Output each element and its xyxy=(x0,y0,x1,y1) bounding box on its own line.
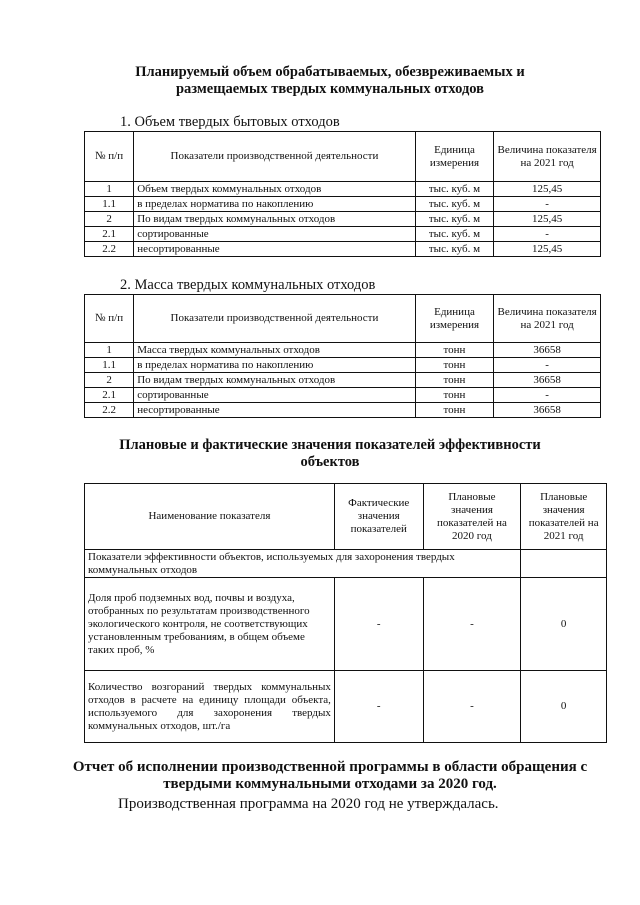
header-actual-values: Фактические значения показателей xyxy=(334,484,423,550)
header-unit: Единица измерения xyxy=(415,295,493,343)
header-unit: Единица измерения xyxy=(415,132,493,182)
header-planned-2021: Плановые значения показателей на 2021 год xyxy=(521,484,607,550)
header-number: № п/п xyxy=(85,295,134,343)
table-row: 2 По видам твердых коммунальных отходов тыс. куб. м 125,45 xyxy=(85,212,601,227)
table-row: 1 Масса твердых коммунальных отходов тонн 36658 xyxy=(85,343,601,358)
header-indicator: Показатели производственной деятельности xyxy=(134,132,416,182)
section1-title: 1. Объем твердых бытовых отходов xyxy=(120,114,340,130)
table-row: 1.1 в пределах норматива по накоплению тонн - xyxy=(85,358,601,373)
table-row: 2.1 сортированные тыс. куб. м - xyxy=(85,227,601,242)
header-number: № п/п xyxy=(85,132,134,182)
table-row: 2.2 несортированные тонн 36658 xyxy=(85,403,601,418)
table-household-waste-volume xyxy=(84,131,601,257)
header-value-2021: Величина показателя на 2021 год xyxy=(494,295,601,343)
header-value-2021: Величина показателя на 2021 год xyxy=(494,132,601,182)
table-row: 2.2 несортированные тыс. куб. м 125,45 xyxy=(85,242,601,257)
heading-report: Отчет об исполнении производственной программы в области обращения с твердыми коммунальными отходами за 2020 год. xyxy=(72,759,588,792)
program-note: Производственная программа на 2020 год не утверждалась. xyxy=(118,796,499,812)
heading-planned-volume: Планируемый объем обрабатываемых, обезвреживаемых и размещаемых твердых коммунальных отходов xyxy=(135,64,525,97)
table-waste-mass xyxy=(84,294,601,418)
table-row: 2.1 сортированные тонн - xyxy=(85,388,601,403)
header-indicator: Показатели производственной деятельности xyxy=(134,295,416,343)
table-row: 2 По видам твердых коммунальных отходов тонн 36658 xyxy=(85,373,601,388)
section2-title: 2. Масса твердых коммунальных отходов xyxy=(120,277,376,293)
group-row: Показатели эффективности объектов, используемых для захоронения твердых коммунальных отходов xyxy=(85,550,607,578)
table-row: 1.1 в пределах норматива по накоплению тыс. куб. м - xyxy=(85,197,601,212)
header-indicator-name: Наименование показателя xyxy=(85,484,335,550)
table-row: Доля проб подземных вод, почвы и воздуха, отобранных по результатам производственного экологического контроля, не соответствующих установленным требованиям, в общем объеме таких проб, % - - 0 xyxy=(85,578,607,671)
table-efficiency-indicators xyxy=(84,483,607,743)
heading-efficiency: Плановые и фактические значения показателей эффективности объектов xyxy=(119,437,541,470)
table-row: 1 Объем твердых коммунальных отходов тыс. куб. м 125,45 xyxy=(85,182,601,197)
header-planned-2020: Плановые значения показателей на 2020 год xyxy=(423,484,521,550)
table-row: Количество возгораний твердых коммунальных отходов в расчете на единицу площади объекта, используемого для захоронения твердых коммунальных отходов, шт./га - - 0 xyxy=(85,671,607,743)
